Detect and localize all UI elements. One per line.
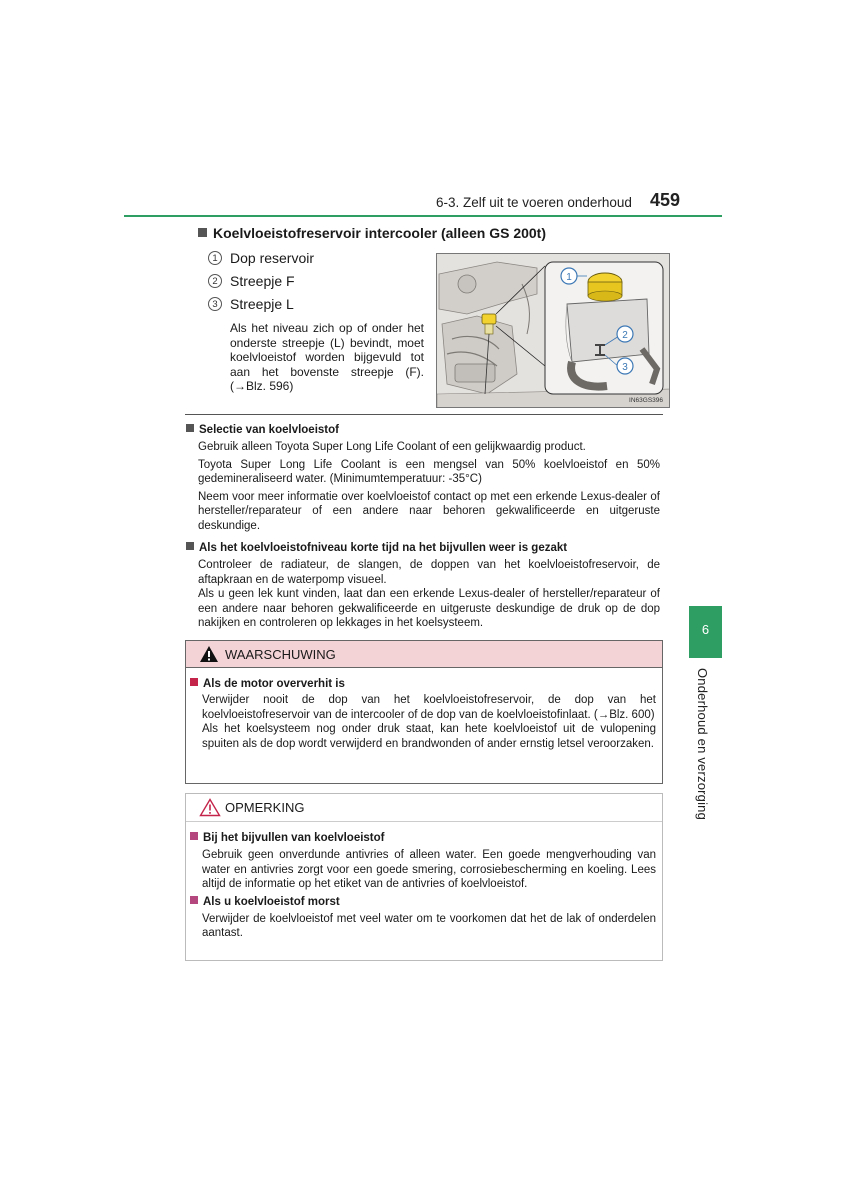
list-item bbox=[208, 296, 433, 312]
square-bullet-icon bbox=[190, 678, 198, 686]
paragraph: Als u geen lek kunt vinden, laat dan een erkende Lexus-dealer of hersteller/reparateur of een andere naar behoren gekwalificeerde en uitgeruste deskundige de druk op de dop nakijken en controleren op lekkages in het koelsysteem. bbox=[198, 588, 660, 629]
engine-illustration bbox=[437, 254, 670, 408]
header-rule bbox=[124, 215, 722, 217]
list-item bbox=[208, 273, 433, 289]
square-bullet-icon bbox=[190, 896, 198, 904]
paragraph: Gebruik alleen Toyota Super Long Life Coolant of een gelijkwaardig product. bbox=[198, 441, 586, 453]
warning-subheading: Als de motor oververhit is bbox=[190, 678, 662, 690]
paragraph: Verwijder de koelvloeistof met veel water om te voorkomen dat het de lak of onderdelen aantast. bbox=[202, 912, 656, 939]
paragraph: Controleer de radiateur, de slangen, de doppen van het koelvloeistofreservoir, de aftapkraan en de waterpomp visueel. bbox=[198, 559, 660, 586]
square-bullet-icon bbox=[190, 832, 198, 840]
paragraph: Gebruik geen onverdunde antivries of alleen water. Een goede mengverhouding van water en antivries zorgt voor een goede smering, corrosiebescherming en koeling. Lees altijd de informatie op het etiket van de antivries of koelvloeistof. bbox=[202, 849, 656, 890]
level-note: Als het niveau zich op of onder het onderste streepje (L) bevindt, moet koelvloeistof worden bijgevuld tot aan het bovenste streepje (F). (→Blz. 596) bbox=[230, 321, 424, 393]
list-item-label: Dop reservoir bbox=[230, 250, 315, 266]
paragraph: Als het koelsysteem nog onder druk staat, kan hete koelvloeistof uit de vulopening spuiten als de dop wordt verwijderd en brandwonden of ander ernstig letsel veroorzaken. bbox=[202, 723, 656, 750]
list-item-label: Streepje F bbox=[230, 273, 295, 289]
callout-1 bbox=[561, 268, 577, 284]
notice-subheading: Als u koelvloeistof morst bbox=[190, 896, 662, 908]
paragraph: Neem voor meer informatie over koelvloeistof contact op met een erkende Lexus-dealer of hersteller/reparateur of een andere naar behoren gekwalificeerde en uitgeruste deskundige. bbox=[198, 490, 660, 532]
running-header: 6-3. Zelf uit te voeren onderhoud bbox=[436, 195, 632, 210]
notice-label: OPMERKING bbox=[225, 800, 305, 815]
square-bullet-icon bbox=[186, 542, 194, 550]
caution-triangle-icon bbox=[199, 798, 221, 817]
list-item bbox=[208, 250, 433, 266]
svg-text:2: 2 bbox=[622, 330, 628, 341]
warning-header bbox=[186, 641, 662, 668]
figure-code: IN63GS396 bbox=[629, 397, 663, 404]
square-bullet-icon bbox=[186, 424, 194, 432]
part-list bbox=[208, 250, 433, 319]
callout-2 bbox=[617, 326, 633, 342]
circled-number-icon: 2 bbox=[208, 274, 222, 288]
warning-label: WAARSCHUWING bbox=[225, 646, 336, 662]
gezakt-block bbox=[186, 542, 660, 631]
selectie-block bbox=[186, 424, 660, 533]
notice-box bbox=[185, 793, 663, 961]
svg-text:1: 1 bbox=[566, 272, 572, 283]
paragraph: Toyota Super Long Life Coolant is een mengsel van 50% koelvloeistof en 50% gedemineraliseerd water. (Minimumtemperatuur: -35°C) bbox=[198, 458, 660, 485]
section-title: Koelvloeistofreservoir intercooler (alleen GS 200t) bbox=[198, 225, 546, 241]
circled-number-icon: 3 bbox=[208, 297, 222, 311]
notice-header bbox=[186, 794, 662, 822]
callout-3 bbox=[617, 358, 633, 374]
subheading: Als het koelvloeistofniveau korte tijd na het bijvullen weer is gezakt bbox=[186, 542, 660, 554]
paragraph: Verwijder nooit de dop van het koelvloeistofreservoir, de dop van het koelvloeistofreservoir van de intercooler of de dop van de koelvloeistofinlaat. (→Blz. 600) bbox=[202, 694, 656, 721]
warning-box bbox=[185, 640, 663, 784]
chapter-label: Onderhoud en verzorging bbox=[695, 668, 710, 821]
warning-triangle-icon bbox=[199, 645, 219, 663]
square-bullet-icon bbox=[198, 228, 207, 237]
notice-subheading: Bij het bijvullen van koelvloeistof bbox=[190, 832, 662, 844]
chapter-tab: 6 bbox=[689, 606, 722, 658]
subheading: Selectie van koelvloeistof bbox=[186, 424, 660, 436]
list-item-label: Streepje L bbox=[230, 296, 294, 312]
svg-text:3: 3 bbox=[622, 362, 628, 373]
circled-number-icon: 1 bbox=[208, 251, 222, 265]
engine-bay-figure bbox=[436, 253, 670, 408]
section-divider bbox=[185, 414, 663, 415]
page-number: 459 bbox=[650, 190, 681, 210]
